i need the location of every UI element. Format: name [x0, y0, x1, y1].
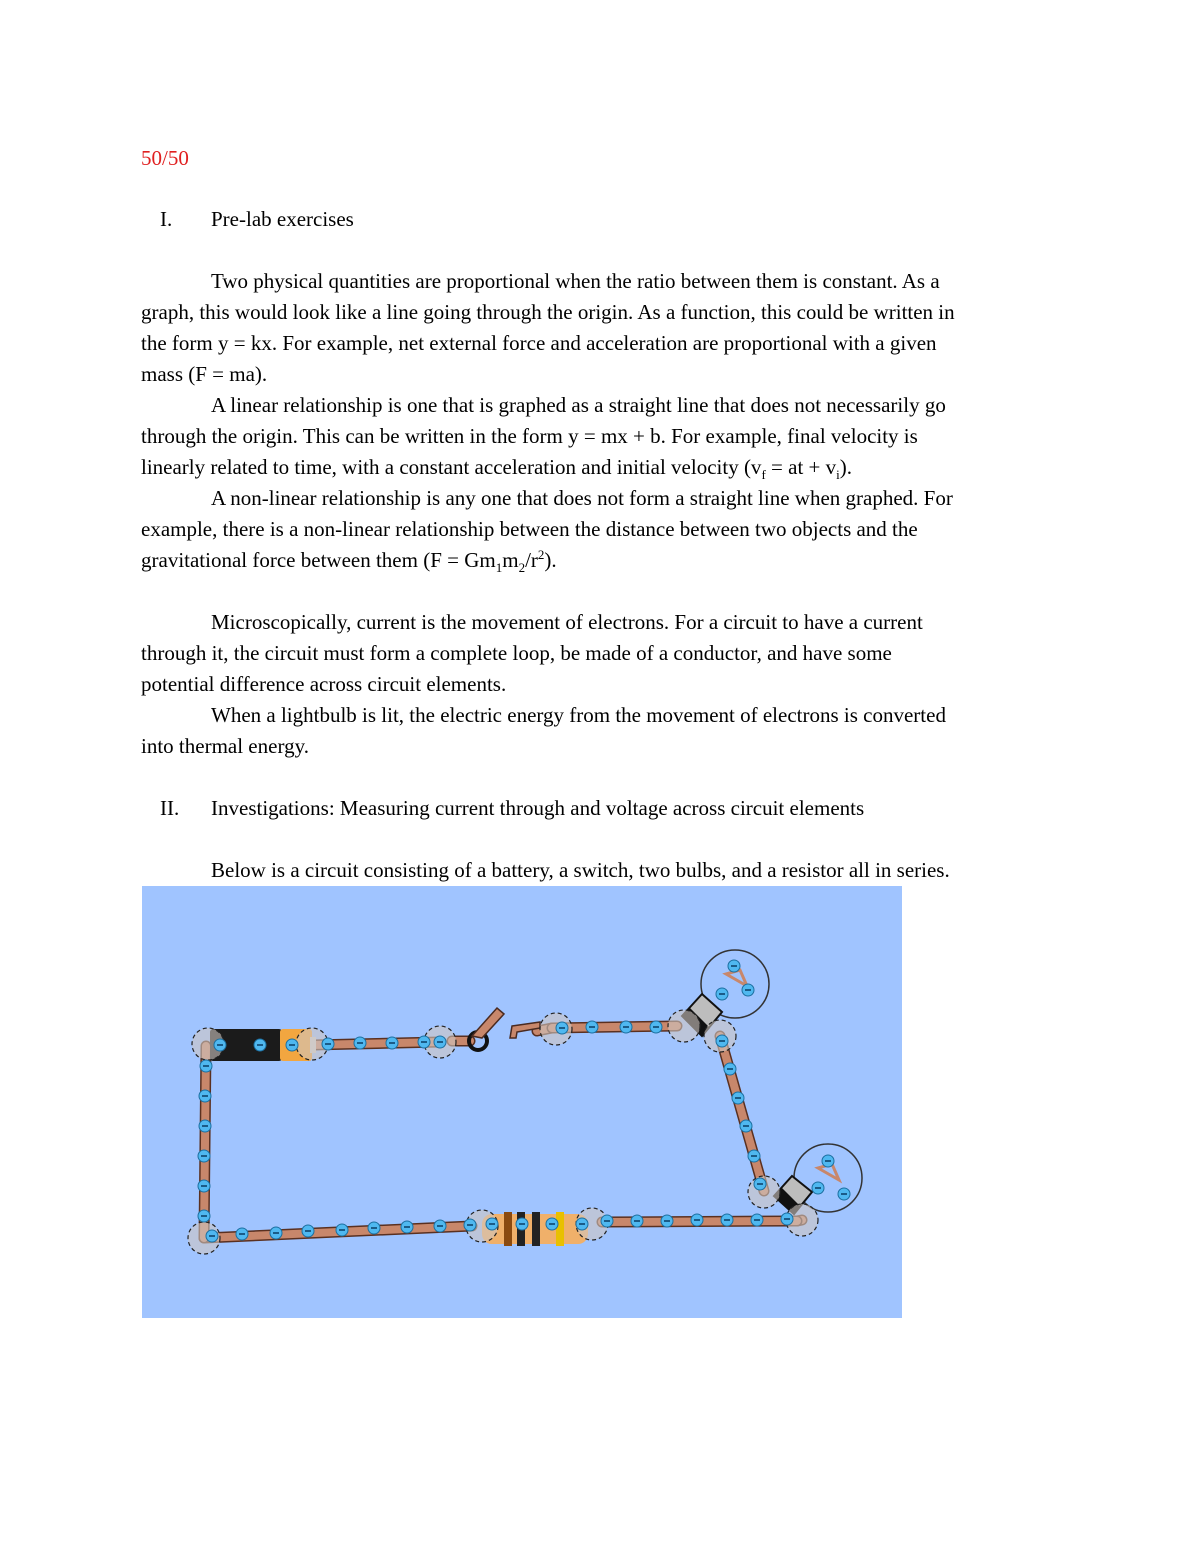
electron [781, 1213, 793, 1225]
electron [434, 1036, 446, 1048]
text-line: graph, this would look like a line going through the origin. As a function, this could be written in [141, 300, 955, 324]
section-1-title: Pre-lab exercises [211, 207, 354, 231]
text-line: potential difference across circuit elements. [141, 672, 507, 696]
electron [198, 1210, 210, 1222]
electron [728, 960, 740, 972]
electron [601, 1215, 613, 1227]
text-line: into thermal energy. [141, 734, 309, 758]
paragraph-proportional [141, 266, 1061, 390]
electron [576, 1218, 588, 1230]
electron [336, 1224, 348, 1236]
electron [661, 1215, 673, 1227]
circuit-intro [141, 855, 1061, 886]
electron [322, 1038, 334, 1050]
electron [254, 1039, 266, 1051]
grade-score: 50/50 [141, 146, 189, 170]
section-2-numeral: II. [160, 796, 180, 820]
electron [199, 1090, 211, 1102]
electron [434, 1220, 446, 1232]
electron [198, 1180, 210, 1192]
electron [302, 1225, 314, 1237]
electron [724, 1063, 736, 1075]
text-line: through the origin. This can be written in the form y = mx + b. For example, final velocity is [141, 424, 918, 448]
electron [716, 1035, 728, 1047]
text-line: through it, the circuit must form a complete loop, be made of a conductor, and have some [141, 641, 892, 665]
electron [286, 1039, 298, 1051]
text-line: When a lightbulb is lit, the electric energy from the movement of electrons is converted [211, 703, 946, 727]
electron [631, 1215, 643, 1227]
electron [354, 1037, 366, 1049]
electron [586, 1021, 598, 1033]
paragraph-current [141, 607, 1061, 700]
wire-segment [204, 1046, 206, 1238]
electron [418, 1036, 430, 1048]
electron [754, 1178, 766, 1190]
electron [691, 1214, 703, 1226]
text-line: A linear relationship is one that is graphed as a straight line that does not necessarily go [211, 393, 946, 417]
circuit-background [142, 886, 902, 1318]
electron [822, 1155, 834, 1167]
electron [748, 1150, 760, 1162]
section-1-numeral: I. [160, 207, 173, 231]
electron [199, 1120, 211, 1132]
paragraph-lightbulb [141, 700, 1061, 762]
section-2-title: Investigations: Measuring current through and voltage across circuit elements [211, 796, 865, 820]
electron [516, 1218, 528, 1230]
electron [546, 1218, 558, 1230]
junction [668, 1010, 700, 1042]
electron [742, 984, 754, 996]
electron [716, 988, 728, 1000]
electron [620, 1021, 632, 1033]
electron [236, 1228, 248, 1240]
electron [270, 1227, 282, 1239]
text-line: mass (F = ma). [141, 362, 268, 386]
electron [401, 1221, 413, 1233]
text-line: gravitational force between them $(F = Gm_1m_2/r^2)$. [141, 547, 557, 576]
electron [812, 1182, 824, 1194]
text-line: Two physical quantities are proportional when the ratio between them is constant. As a [211, 269, 940, 293]
electron [386, 1037, 398, 1049]
circuit-figure [142, 886, 902, 1318]
paragraph-linear [141, 390, 1061, 483]
electron [206, 1230, 218, 1242]
electron [740, 1120, 752, 1132]
text-line: Below is a circuit consisting of a battery, a switch, two bulbs, and a resistor all in series. [211, 858, 950, 882]
electron [838, 1188, 850, 1200]
electron [650, 1021, 662, 1033]
text-line: example, there is a non-linear relationship between the distance between two objects and the [141, 517, 918, 541]
paragraph-non-linear [141, 483, 1061, 576]
electron [200, 1060, 212, 1072]
electron [368, 1222, 380, 1234]
text-line: Microscopically, current is the movement of electrons. For a circuit to have a current [211, 610, 923, 634]
text-line: A non-linear relationship is any one that does not form a straight line when graphed. For [211, 486, 953, 510]
electron [214, 1039, 226, 1051]
text-line: the form y = kx. For example, net external force and acceleration are proportional with a given [141, 331, 937, 355]
electron [732, 1092, 744, 1104]
electron [721, 1214, 733, 1226]
text-line: linearly related to time, with a constant acceleration and initial velocity ($v_f$ = at + $v_i$). [141, 455, 852, 483]
electron [751, 1214, 763, 1226]
electron [464, 1219, 476, 1231]
electron [198, 1150, 210, 1162]
electron [486, 1218, 498, 1230]
electron [556, 1022, 568, 1034]
